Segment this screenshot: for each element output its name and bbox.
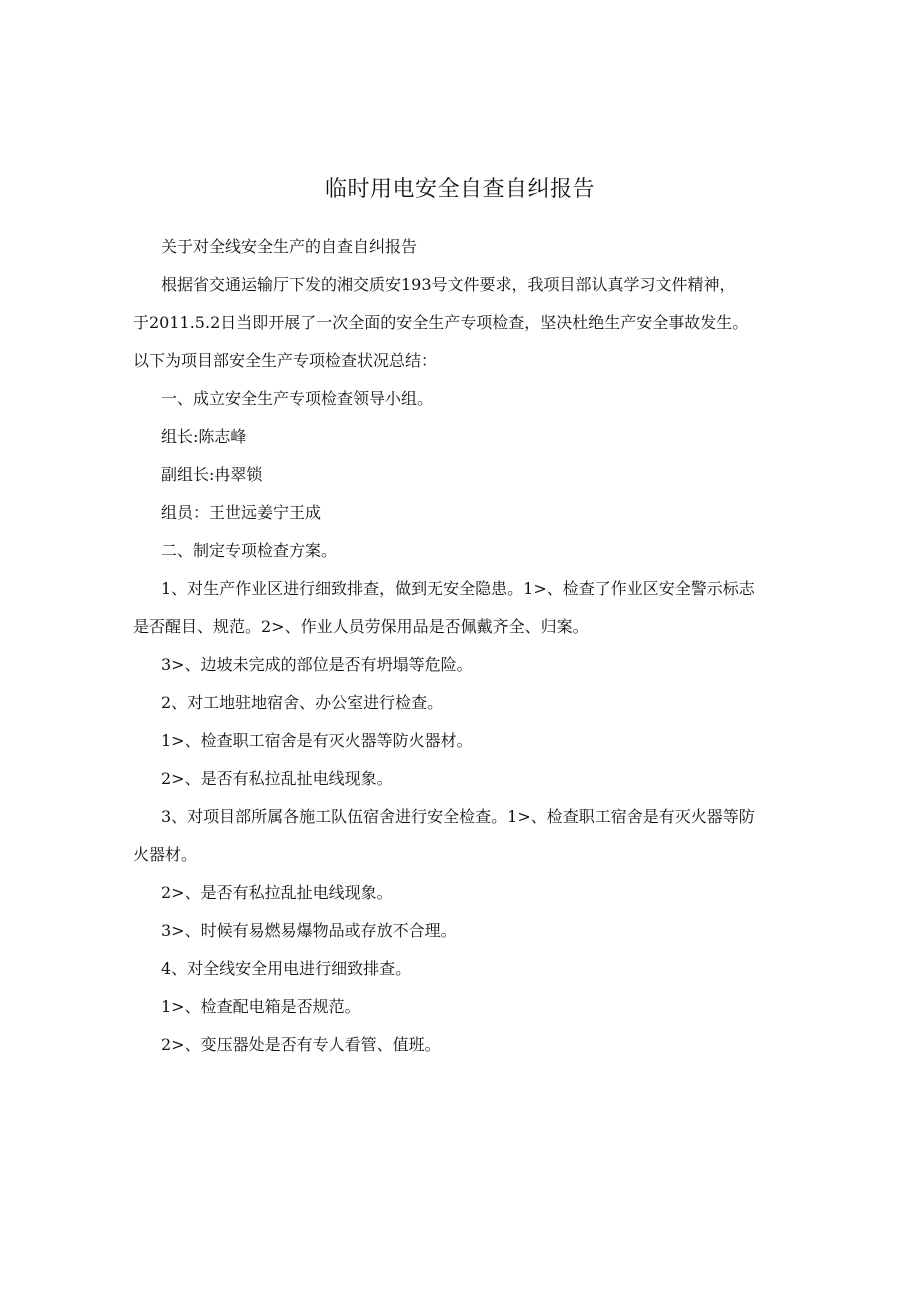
paragraph-line: 于2011.5.2日当即开展了一次全面的安全生产专项检查，坚决杜绝生产安全事故发生。 [133,313,749,332]
paragraph-line: 3>、边坡未完成的部位是否有坍塌等危险。 [161,655,473,674]
paragraph [133,380,793,418]
paragraph-line: 1、对生产作业区进行细致排查，做到无安全隐患。1>、检查了作业区安全警示标志 [161,579,755,598]
paragraph [133,722,793,760]
paragraph [133,456,793,494]
paragraph-line: 4、对全线安全用电进行细致排查。 [161,959,412,978]
paragraph [133,988,793,1026]
paragraph [133,874,793,912]
paragraph-line: 根据省交通运输厅下发的湘交质安193号文件要求，我项目部认真学习文件精神， [161,275,736,294]
paragraph [133,418,793,456]
paragraph [133,532,793,570]
paragraph-line: 3>、时候有易燃易爆物品或存放不合理。 [161,921,457,940]
paragraph-line: 1>、检查配电箱是否规范。 [161,997,361,1016]
document-title: 临时用电安全自查自纠报告 [324,177,595,202]
paragraph-line: 副组长:冉翠锁 [161,465,263,484]
paragraph [133,760,793,798]
paragraph [133,570,793,646]
paragraph [133,684,793,722]
paragraph-line: 2、对工地驻地宿舍、办公室进行检查。 [161,693,444,712]
paragraph [133,494,793,532]
paragraph-line: 组长:陈志峰 [161,427,247,446]
paragraph-line: 一、成立安全生产专项检查领导小组。 [161,389,434,408]
paragraph [133,266,793,380]
paragraph [133,646,793,684]
paragraph-line: 二、制定专项检查方案。 [161,541,338,560]
paragraph [133,228,793,266]
paragraph-line: 关于对全线安全生产的自查自纠报告 [161,237,418,256]
paragraph-line: 2>、是否有私拉乱扯电线现象。 [161,769,393,788]
document-body [133,228,793,1064]
paragraph [133,798,793,874]
paragraph-line: 2>、变压器处是否有专人看管、值班。 [161,1035,441,1054]
paragraph-line: 以下为项目部安全生产专项检查状况总结： [133,351,438,370]
paragraph-line: 是否醒目、规范。2>、作业人员劳保用品是否佩戴齐全、归案。 [133,617,589,636]
paragraph-line: 3、对项目部所属各施工队伍宿舍进行安全检查。1>、检查职工宿舍是有灭火器等防 [161,807,755,826]
paragraph [133,950,793,988]
paragraph-line: 火器材。 [133,845,198,864]
paragraph-line: 2>、是否有私拉乱扯电线现象。 [161,883,393,902]
paragraph-line: 1>、检查职工宿舍是有灭火器等防火器材。 [161,731,473,750]
paragraph-line: 组员：王世远姜宁王成 [161,503,322,522]
paragraph [133,1026,793,1064]
paragraph [133,912,793,950]
